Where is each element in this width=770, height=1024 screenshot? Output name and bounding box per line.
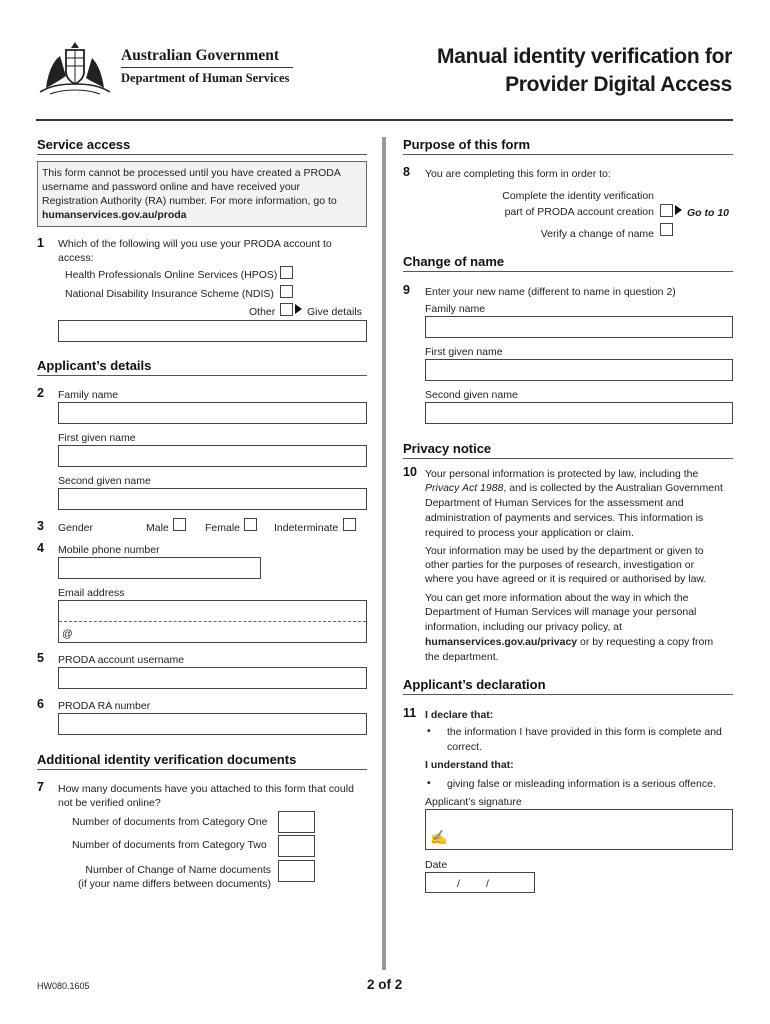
section-rule	[37, 375, 367, 376]
field-label: Number of documents from Category One	[72, 816, 268, 828]
second-given-name-input[interactable]	[58, 488, 367, 510]
column-divider	[382, 137, 386, 970]
option-label-change-name: Verify a change of name	[540, 228, 654, 240]
section-purpose: Purpose of this form	[403, 137, 531, 152]
privacy-text: information, including our privacy policy, at	[425, 621, 623, 633]
field-label: Mobile phone number	[58, 544, 160, 556]
field-label: PRODA RA number	[58, 700, 151, 712]
checkbox-change-of-name[interactable]	[660, 223, 673, 236]
info-text: username and password online and have received your	[42, 181, 300, 193]
first-given-name-input[interactable]	[58, 445, 367, 467]
privacy-text: other parties for the purposes of research, investigation or	[425, 559, 695, 571]
privacy-text	[425, 635, 713, 649]
form-title-line1: Manual identity verification for	[437, 45, 732, 68]
question-number: 7	[37, 780, 44, 794]
question-text: access:	[58, 252, 94, 264]
bullet-icon: •	[427, 777, 431, 789]
header-rule	[36, 119, 733, 121]
privacy-text	[425, 481, 723, 495]
declaration-text: giving false or misleading information is a serious offence.	[447, 778, 716, 790]
checkbox-other[interactable]	[280, 303, 293, 316]
question-number: 3	[37, 519, 44, 533]
privacy-text: Department of Human Services for the assessment and	[425, 497, 684, 509]
signature-pen-icon: ✍	[430, 829, 448, 845]
option-label-other: Other	[249, 306, 276, 318]
field-label: Gender	[58, 522, 94, 534]
arrow-right-icon	[295, 304, 302, 314]
checkbox-female[interactable]	[244, 518, 257, 531]
give-details-label: Give details	[307, 306, 362, 318]
question-number: 8	[403, 165, 410, 179]
field-label: Date	[425, 859, 448, 871]
other-details-input[interactable]	[58, 320, 367, 342]
question-number: 1	[37, 236, 44, 250]
gov-name: Australian Government	[121, 47, 280, 64]
date-separator: /	[457, 878, 460, 890]
privacy-text-cont: , and is collected by the Australian Government	[503, 482, 723, 494]
arrow-right-icon	[675, 205, 682, 215]
section-applicant-details: Applicant’s details	[37, 358, 152, 373]
mobile-phone-input[interactable]	[58, 557, 261, 579]
date-separator: /	[486, 878, 489, 890]
field-label: PRODA account username	[58, 654, 185, 666]
question-text: You are completing this form in order to:	[425, 168, 611, 180]
section-change-of-name: Change of name	[403, 254, 505, 269]
section-additional-documents: Additional identity verification documents	[37, 752, 297, 767]
goto-instruction: Go to 10	[687, 207, 730, 219]
email-at-symbol: @	[62, 628, 73, 640]
proda-ra-number-input[interactable]	[58, 713, 367, 735]
gender-label-female: Female	[205, 522, 241, 534]
privacy-text: Department of Human Services will manage your personal	[425, 606, 697, 618]
email-divider	[59, 621, 366, 622]
privacy-text: You can get more information about the way in which the	[425, 592, 689, 604]
question-text: How many documents have you attached to this form that could	[58, 783, 354, 795]
option-label-ndis: National Disability Insurance Scheme (NDIS)	[65, 288, 274, 300]
new-family-name-input[interactable]	[425, 316, 733, 338]
privacy-text-cont: or by requesting a copy from	[577, 636, 714, 648]
checkbox-hpos[interactable]	[280, 266, 293, 279]
date-input[interactable]	[425, 872, 535, 893]
privacy-text: the department.	[425, 651, 499, 663]
field-label: Applicant’s signature	[425, 796, 522, 808]
section-service-access: Service access	[37, 137, 131, 152]
proda-link[interactable]: humanservices.gov.au/proda	[42, 209, 187, 221]
option-label-hpos: Health Professionals Online Services (HPOS)	[65, 269, 278, 281]
question-number: 6	[37, 697, 44, 711]
proda-username-input[interactable]	[58, 667, 367, 689]
section-rule	[37, 154, 367, 155]
privacy-text: Your personal information is protected by law, including the	[425, 468, 699, 480]
signature-input[interactable]	[425, 809, 733, 850]
checkbox-identity-verification[interactable]	[660, 204, 673, 217]
section-rule	[403, 154, 733, 155]
question-number: 9	[403, 283, 410, 297]
field-label: Family name	[425, 303, 486, 315]
privacy-text: administration of payments and services. This information is	[425, 512, 704, 524]
field-label: Number of Change of Name documents	[85, 864, 271, 876]
field-label: Email address	[58, 587, 125, 599]
info-text: This form cannot be processed until you have created a PRODA	[42, 167, 341, 179]
privacy-act-name: Privacy Act 1988	[425, 482, 504, 494]
privacy-text: where you have agreed or it is required or authorised by law.	[425, 573, 707, 585]
info-text: Registration Authority (RA) number. For more information, go to	[42, 195, 337, 207]
gender-label-male: Male	[146, 522, 169, 534]
bullet-icon: •	[427, 725, 431, 737]
option-label-identity: part of PRODA account creation	[504, 206, 654, 218]
question-number: 10	[403, 465, 417, 479]
privacy-link[interactable]: humanservices.gov.au/privacy	[425, 636, 578, 648]
checkbox-ndis[interactable]	[280, 285, 293, 298]
question-text: Which of the following will you use your PRODA account to	[58, 238, 332, 250]
field-label: Family name	[58, 389, 119, 401]
field-label: (if your name differs between documents)	[78, 878, 271, 890]
gov-divider	[121, 67, 293, 68]
declaration-text: correct.	[447, 741, 483, 753]
field-label: Second given name	[58, 475, 151, 487]
question-text: not be verified online?	[58, 797, 161, 809]
question-text: Enter your new name (different to name in question 2)	[425, 286, 676, 298]
section-rule	[403, 271, 733, 272]
option-label-identity: Complete the identity verification	[502, 190, 654, 202]
field-label: First given name	[58, 432, 136, 444]
section-rule	[403, 694, 733, 695]
gender-label-indeterminate: Indeterminate	[274, 522, 339, 534]
section-applicant-declaration: Applicant’s declaration	[403, 677, 546, 692]
understand-heading: I understand that:	[425, 759, 514, 771]
page-number: 2 of 2	[367, 977, 403, 992]
question-number: 4	[37, 541, 44, 555]
category-one-count-input[interactable]	[278, 811, 315, 833]
question-number: 2	[37, 386, 44, 400]
form-title-line2: Provider Digital Access	[505, 73, 732, 96]
section-privacy-notice: Privacy notice	[403, 441, 492, 456]
section-rule	[403, 458, 733, 459]
field-label: Number of documents from Category Two	[72, 839, 267, 851]
coat-of-arms-logo	[36, 38, 114, 98]
field-label: First given name	[425, 346, 503, 358]
new-first-given-name-input[interactable]	[425, 359, 733, 381]
section-rule	[37, 769, 367, 770]
privacy-text: required to process your application or claim.	[425, 527, 634, 539]
question-number: 5	[37, 651, 44, 665]
form-code: HW080.1605	[37, 981, 90, 991]
department-name: Department of Human Services	[121, 71, 290, 85]
category-two-count-input[interactable]	[278, 835, 315, 857]
checkbox-male[interactable]	[173, 518, 186, 531]
declaration-text: the information I have provided in this form is complete and	[447, 726, 722, 738]
question-number: 11	[403, 706, 417, 720]
privacy-text: Your information may be used by the department or given to	[425, 545, 704, 557]
change-of-name-count-input[interactable]	[278, 860, 315, 882]
family-name-input[interactable]	[58, 402, 367, 424]
checkbox-indeterminate[interactable]	[343, 518, 356, 531]
new-second-given-name-input[interactable]	[425, 402, 733, 424]
declare-heading: I declare that:	[425, 709, 494, 721]
field-label: Second given name	[425, 389, 518, 401]
